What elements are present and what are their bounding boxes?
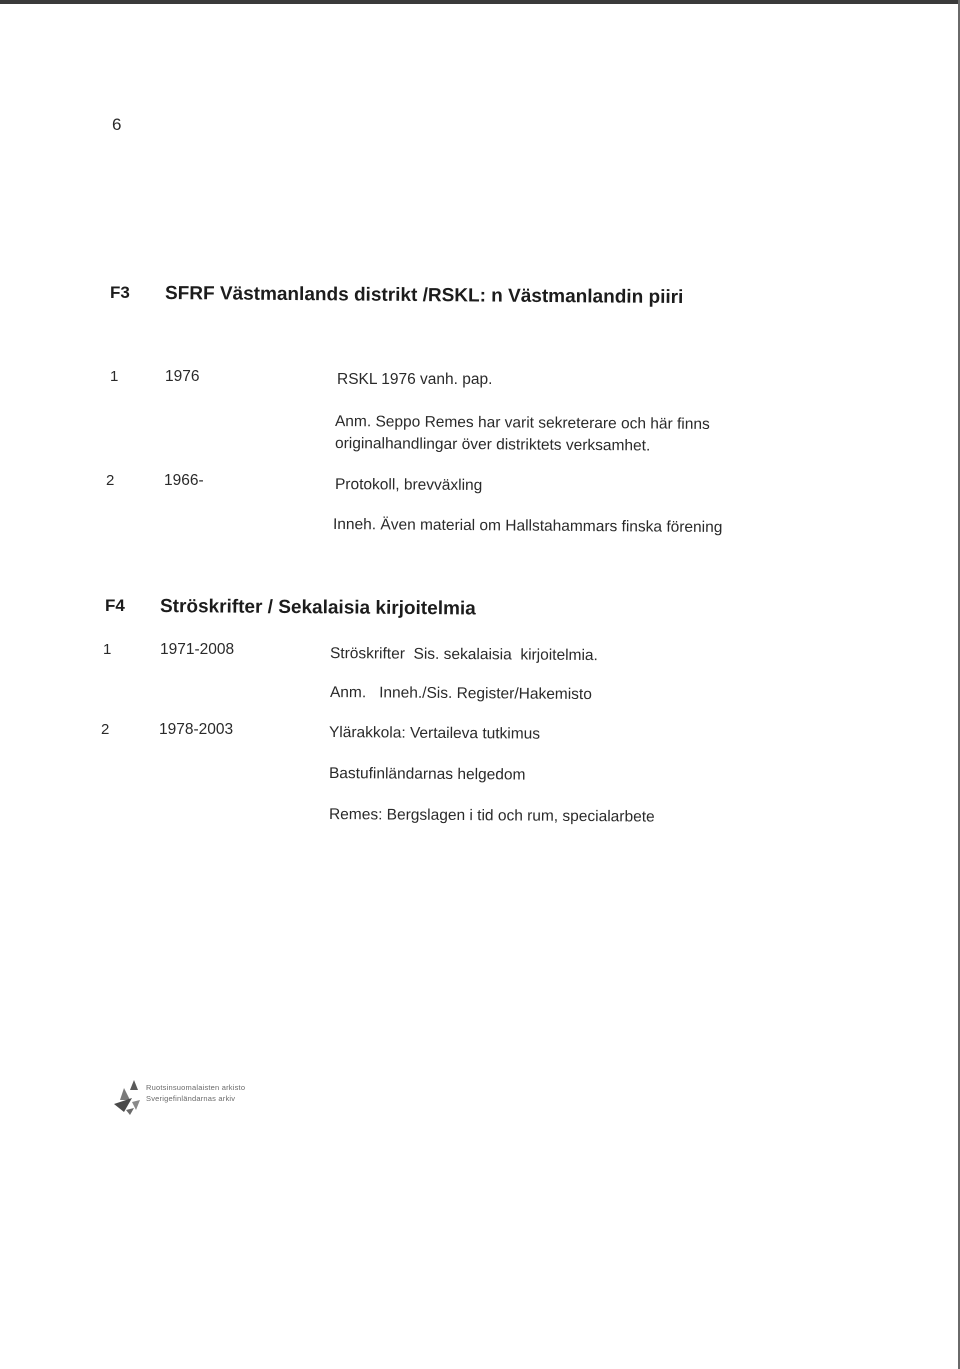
archive-logo (110, 1078, 280, 1118)
entry-line: Anm. Inneh./Sis. Register/Hakemisto (329, 684, 592, 704)
entry-line: Protokoll, brevväxling (334, 476, 483, 495)
entry-number: 1 (110, 368, 119, 385)
archive-logo-text (146, 1082, 245, 1104)
entry-number: 2 (106, 472, 115, 489)
entry-year: 1966- (164, 472, 204, 489)
section-code: F4 (105, 596, 125, 615)
archive-logo-icon (110, 1078, 146, 1116)
archive-name-swedish: Sverigefinländarnas arkiv (146, 1094, 236, 1103)
entry-line: Remes: Bergslagen i tid och rum, specialarbete (328, 806, 655, 826)
entry-line: Ströskrifter Sis. sekalaisia kirjoitelmia. (329, 645, 598, 665)
entry-number: 1 (103, 641, 112, 658)
entry-line: Anm. Seppo Remes har varit sekreterare och här finns (334, 413, 710, 433)
section-title: Ströskrifter / Sekalaisia kirjoitelmia (159, 596, 476, 620)
entry-line: Bastufinländarnas helgedom (328, 765, 526, 784)
entry-line: originalhandlingar över distriktets verksamhet. (334, 435, 651, 455)
scan-top-edge (0, 0, 960, 4)
entry-number: 2 (101, 721, 110, 738)
section-code: F3 (110, 283, 130, 302)
entry-year: 1978-2003 (159, 721, 234, 738)
entry-year: 1976 (165, 368, 200, 385)
page-number: 6 (112, 115, 122, 134)
section-title: SFRF Västmanlands distrikt /RSKL: n Västmanlandin piiri (164, 283, 684, 309)
entry-year: 1971-2008 (160, 641, 235, 658)
entry-line: RSKL 1976 vanh. pap. (337, 371, 493, 388)
archive-name-finnish: Ruotsinsuomalaisten arkisto (146, 1083, 246, 1092)
entry-line: Ylärakkola: Vertaileva tutkimus (328, 724, 541, 743)
entry-line: Inneh. Även material om Hallstahammars finska förening (332, 516, 723, 537)
